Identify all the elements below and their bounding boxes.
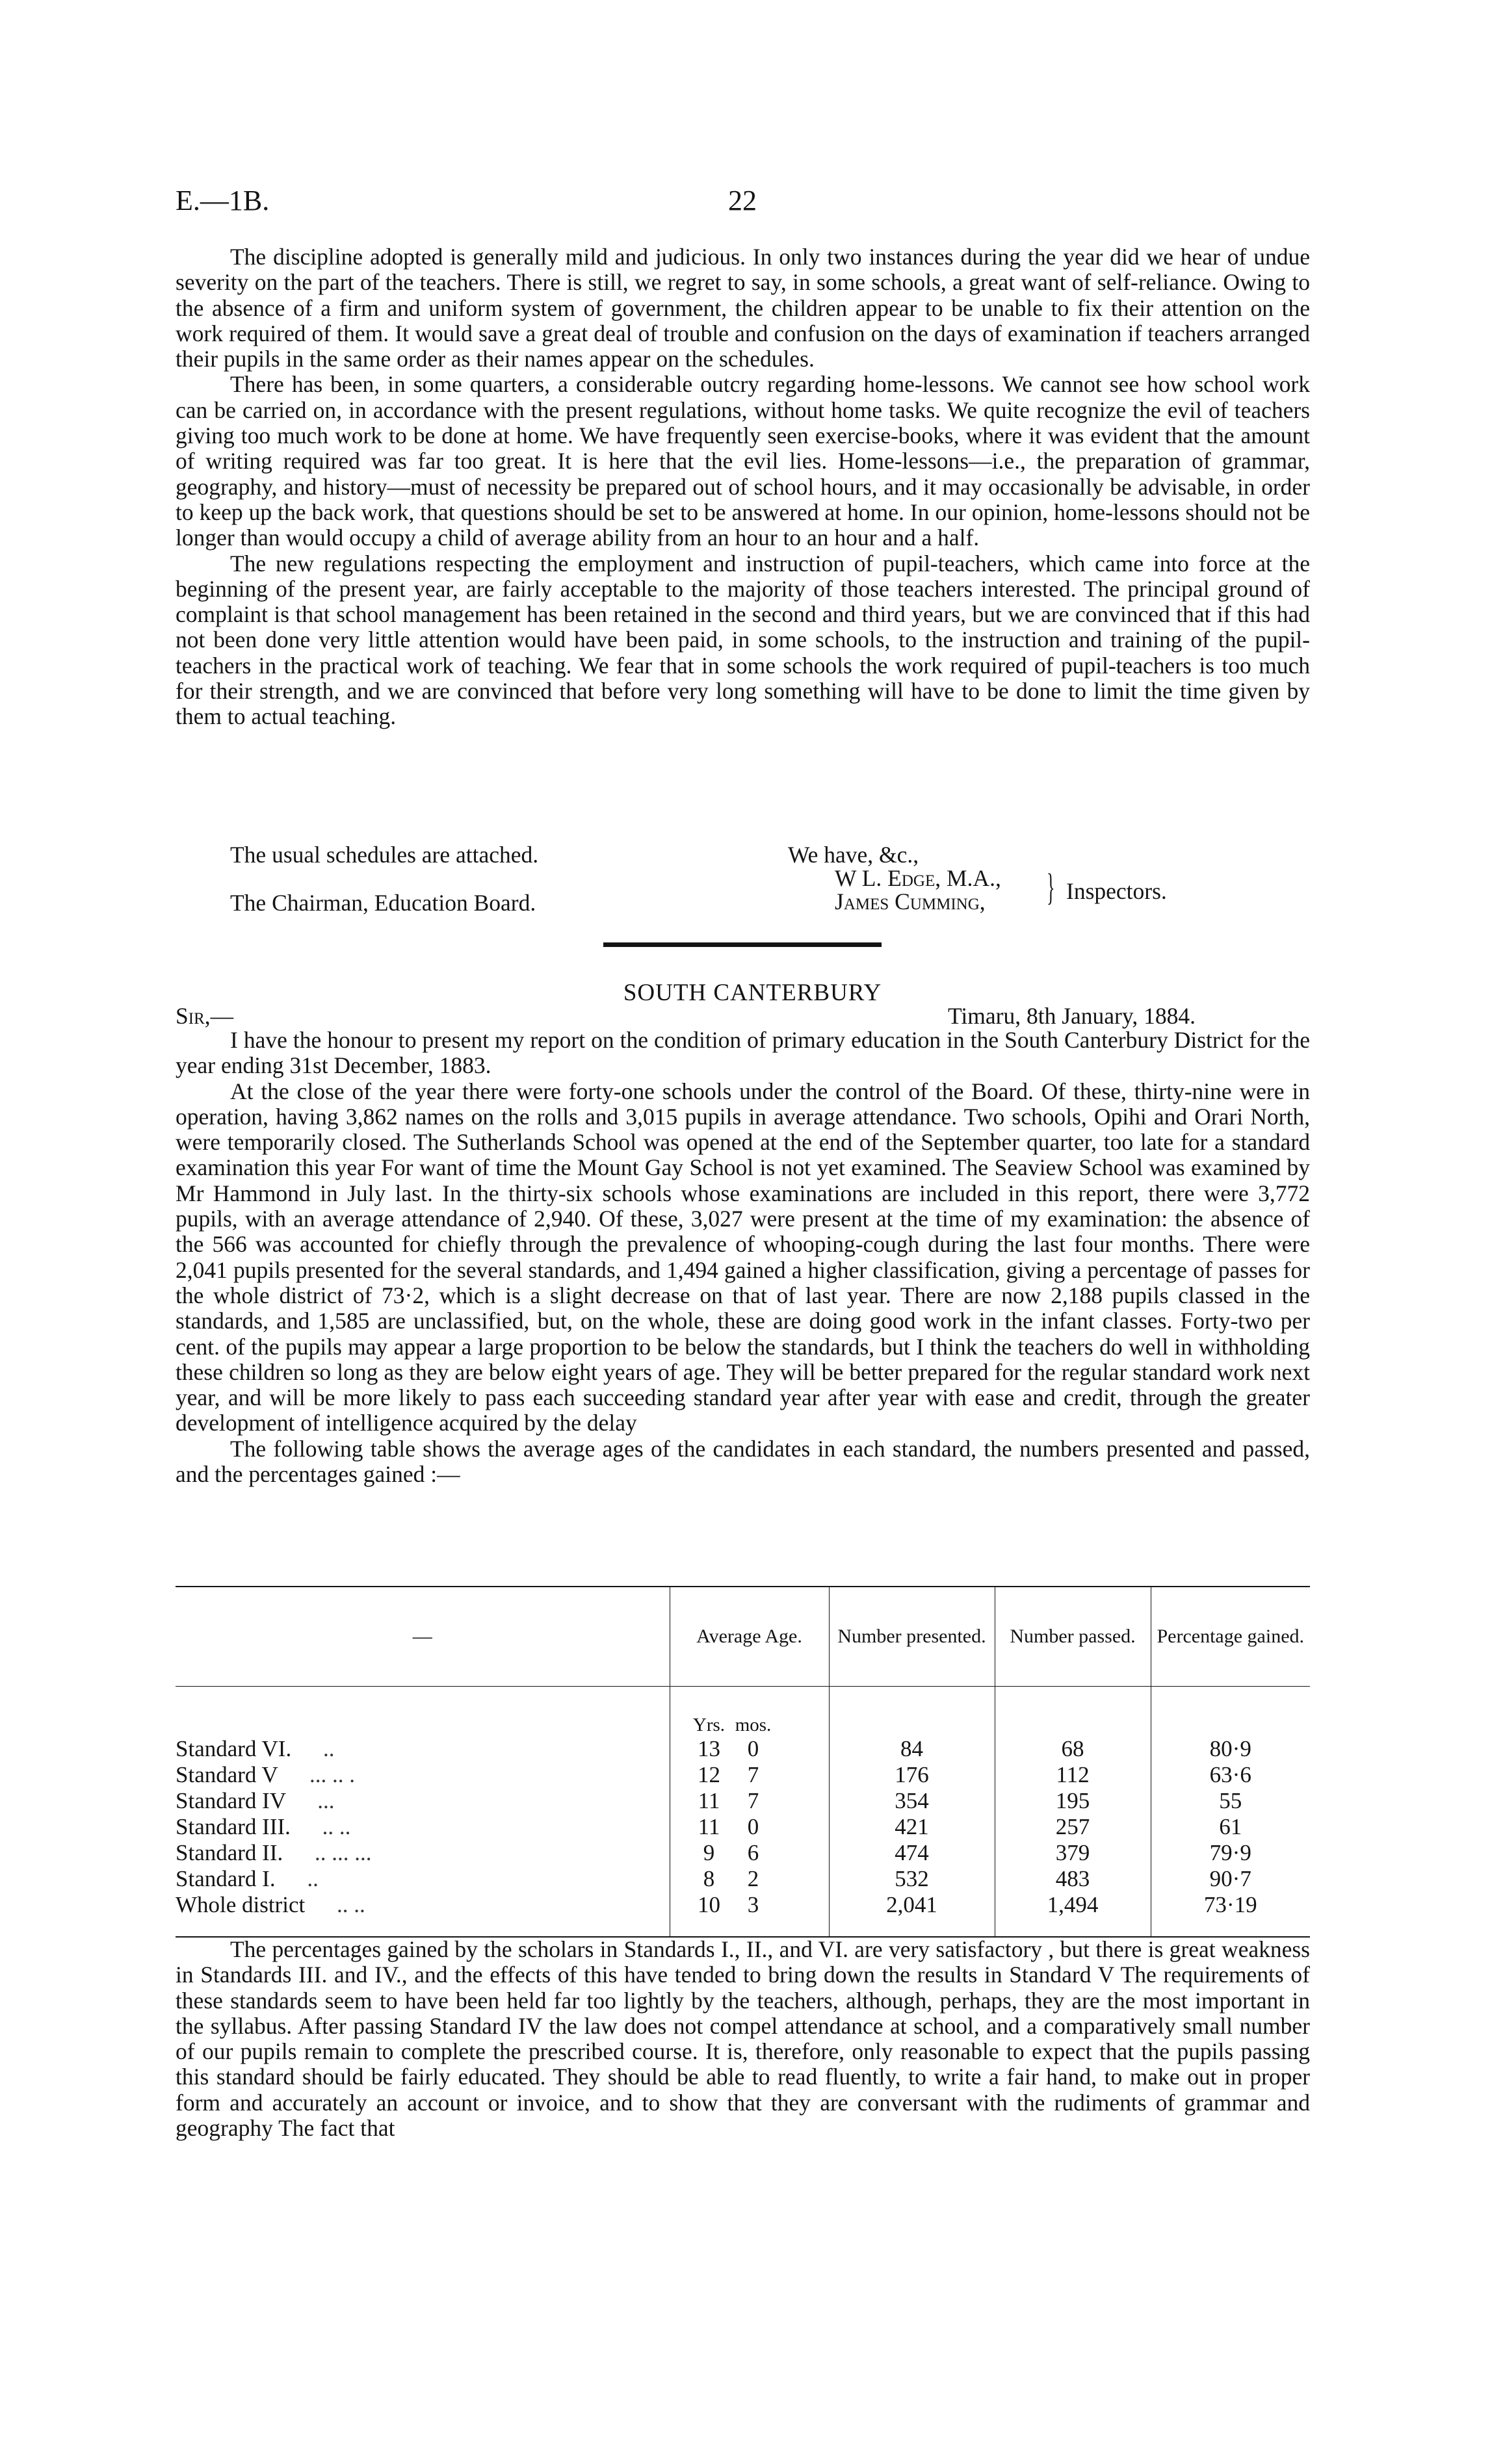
section-heading: SOUTH CANTERBURY bbox=[623, 979, 882, 1006]
row-label: Whole district bbox=[176, 1892, 306, 1917]
section-divider bbox=[603, 942, 882, 947]
months-unit: mos. bbox=[735, 1715, 772, 1735]
document-reference: E.—1B. bbox=[176, 185, 270, 216]
age-months: 6 bbox=[747, 1840, 759, 1865]
passed-cell: 112 bbox=[995, 1762, 1151, 1788]
table-header-cell: — bbox=[176, 1587, 670, 1687]
dot-leader: .. .. bbox=[337, 1892, 365, 1917]
row-label: Standard VI. bbox=[176, 1736, 292, 1761]
presented-cell: 532 bbox=[829, 1866, 995, 1892]
paragraph-home-lessons: There has been, in some quarters, a considerable outcry regarding home-lessons. We cannot see how school work can be carried on, in accordance with the present regulations, without home tasks. We quite recognize the evil of teachers giving too much work to be done at home. We have frequently seen exercise-books, where it was evident that the amount of writing required was far too great. It is here that the evil lies. Home-lessons—i.e., the preparation of grammar, geography, and history—must of necessity be prepared out of school hours, and it may occasionally be advisable, in order to keep up the back work, that questions should be set to be answered at home. In our opinion, home-lessons should not be longer than would occupy a child of average ability from an hour to an hour and a half. bbox=[176, 371, 1310, 551]
row-label: Standard II. bbox=[176, 1840, 283, 1865]
table-header-row bbox=[176, 1587, 1310, 1687]
passed-cell: 379 bbox=[995, 1840, 1151, 1866]
inspector-name: James Cumming, bbox=[835, 888, 986, 914]
percentage-cell: 63·6 bbox=[1151, 1762, 1310, 1788]
paragraph-discipline: The discipline adopted is generally mild and judicious. In only two instances during the year did we hear of undue severity on the part of the teachers. There is still, we regret to say, in some schools, a great want of self-reliance. Owing to the absence of a firm and uniform system of government, the children appear to be unable to fix their attention on the work required of them. It would save a great deal of trouble and confusion on the days of examination if teachers arranged their pupils in the same order as their names appear on the schedules. bbox=[176, 244, 1310, 372]
intro-text bbox=[176, 244, 1310, 730]
presented-cell: 176 bbox=[829, 1762, 995, 1788]
dot-leader: ... .. . bbox=[309, 1762, 355, 1787]
standards-table bbox=[176, 1586, 1310, 1938]
salutation: Sir,— bbox=[176, 1003, 234, 1029]
table-row bbox=[176, 1866, 1310, 1892]
row-label: Standard III. bbox=[176, 1814, 291, 1839]
table-row bbox=[176, 1840, 1310, 1866]
table-header-cell: Percentage gained. bbox=[1151, 1587, 1310, 1687]
passed-cell: 68 bbox=[995, 1736, 1151, 1762]
closing-text bbox=[176, 1937, 1310, 2141]
age-years: 9 bbox=[703, 1840, 715, 1865]
passed-cell: 257 bbox=[995, 1814, 1151, 1840]
dot-leader: .. ... ... bbox=[314, 1840, 372, 1865]
age-years: 11 bbox=[698, 1814, 720, 1839]
age-years: 11 bbox=[698, 1788, 720, 1813]
page-number: 22 bbox=[728, 185, 757, 216]
age-years: 12 bbox=[698, 1762, 720, 1787]
table-row bbox=[176, 1788, 1310, 1814]
age-years: 13 bbox=[698, 1736, 720, 1761]
table-row bbox=[176, 1814, 1310, 1840]
percentage-cell: 80·9 bbox=[1151, 1736, 1310, 1762]
age-months: 0 bbox=[747, 1814, 759, 1839]
age-months: 0 bbox=[747, 1736, 759, 1761]
presented-cell: 421 bbox=[829, 1814, 995, 1840]
percentage-cell: 73·19 bbox=[1151, 1892, 1310, 1937]
closing-phrase: We have, &c., bbox=[788, 842, 919, 868]
paragraph-table-intro: The following table shows the average ages of the candidates in each standard, the numbers presented and passed, and the percentages gained :— bbox=[176, 1435, 1310, 1488]
presented-cell: 354 bbox=[829, 1788, 995, 1814]
paragraph-pupil-teachers: The new regulations respecting the employment and instruction of pupil-teachers, which came into force at the beginning of the present year, are fairly acceptable to the majority of those teachers interested. The principal ground of complaint is that school management has been retained in the second and third years, but we are convinced that if this had not been done very little attention would have been paid, in some schools, to the instruction and training of the pupil-teachers in the practical work of teaching. We fear that in some schools the work required of pupil-teachers is too much for their strength, and we are convinced that before very long something will have to be done to limit the time given by them to actual teaching. bbox=[176, 550, 1310, 730]
age-months: 7 bbox=[747, 1788, 759, 1813]
age-months: 7 bbox=[747, 1762, 759, 1787]
dot-leader: .. .. bbox=[322, 1814, 351, 1839]
paragraph-report-intro: I have the honour to present my report on the condition of primary education in the South Canterbury District for the year ending 31st December, 1883. bbox=[176, 1027, 1310, 1079]
row-label: Standard V bbox=[176, 1762, 278, 1787]
inspectors-label: Inspectors. bbox=[1066, 878, 1167, 904]
percentage-cell: 79·9 bbox=[1151, 1840, 1310, 1866]
schedules-note: The usual schedules are attached. bbox=[230, 842, 539, 868]
report-text bbox=[176, 1028, 1310, 1487]
passed-cell: 1,494 bbox=[995, 1892, 1151, 1937]
paragraph-schools: At the close of the year there were forty-one schools under the control of the Board. Of these, thirty-nine were in operation, having 3,862 names on the rolls and 3,015 pupils in average attendance. Two schools, Opihi and Orari North, were temporarily closed. The Sutherlands School was opened at the end of the September quarter, too late for a standard examination this year For want of time the Mount Gay School is not yet examined. The Seaview School was examined by Mr Hammond in July last. In the thirty-six schools whose examinations are included in this report, there were 3,772 pupils, with an average attendance of 2,940. Of these, 3,027 were present at the time of my examination: the absence of the 566 was accounted for chiefly through the prevalence of whooping-cough during the last four months. There were 2,041 pupils presented for the several standards, and 1,494 gained a higher classification, giving a percentage of passes for the whole district of 73·2, which is a slight decrease on that of last year. There are now 2,188 pupils classed in the standards, and 1,585 are unclassified, but, on the whole, these are doing good work in the infant classes. Forty-two per cent. of the pupils may appear a large proportion to be below the standards, but I think the teachers do well in withholding these children so long as they are below eight years of age. They will be better prepared for the regular standard work next year, and will be more likely to pass each succeeding standard year after year with ease and credit, through the greater development of intelligence acquired by the delay bbox=[176, 1078, 1310, 1436]
table-row bbox=[176, 1762, 1310, 1788]
addressee: The Chairman, Education Board. bbox=[230, 890, 536, 916]
presented-cell: 474 bbox=[829, 1840, 995, 1866]
age-months: 3 bbox=[747, 1892, 759, 1917]
table-header-cell: Number presented. bbox=[829, 1587, 995, 1687]
table-row bbox=[176, 1892, 1310, 1937]
inspectors-brace: } bbox=[1047, 866, 1055, 908]
age-months: 2 bbox=[747, 1866, 759, 1891]
table-units-row bbox=[176, 1687, 1310, 1737]
presented-cell: 84 bbox=[829, 1736, 995, 1762]
table-row bbox=[176, 1736, 1310, 1762]
paragraph-standards-results: The percentages gained by the scholars in Standards I., II., and VI. are very satisfactory , but there is great weakness in Standards III. and IV., and the effects of this have tended to bring down the results in Standard V The requirements of these standards seem to have been held far too lightly by the teachers, although, perhaps, they are the most important in the syllabus. After passing Standard IV the law does not compel attendance at school, and a comparatively small number of our pupils remain to complete the prescribed course. It is, therefore, only reasonable to expect that the pupils passing this standard should be fairly educated. They should be able to read fluently, to write a fair hand, to make out in proper form and accurately an account or invoice, and to show that they are conversant with the rudiments of grammar and geography The fact that bbox=[176, 1936, 1310, 2142]
dot-leader: .. bbox=[307, 1866, 319, 1891]
age-years: 10 bbox=[698, 1892, 720, 1917]
percentage-cell: 90·7 bbox=[1151, 1866, 1310, 1892]
age-years: 8 bbox=[703, 1866, 715, 1891]
row-label: Standard IV bbox=[176, 1788, 286, 1813]
page-header bbox=[176, 184, 1329, 223]
passed-cell: 195 bbox=[995, 1788, 1151, 1814]
presented-cell: 2,041 bbox=[829, 1892, 995, 1937]
percentage-cell: 61 bbox=[1151, 1814, 1310, 1840]
dot-leader: .. bbox=[322, 1736, 335, 1761]
years-unit: Yrs. bbox=[692, 1715, 726, 1735]
inspector-name: W L. Edge, M.A., bbox=[835, 865, 1001, 891]
dateline: Timaru, 8th January, 1884. bbox=[948, 1003, 1196, 1029]
row-label: Standard I. bbox=[176, 1866, 276, 1891]
table-header-cell: Average Age. bbox=[670, 1587, 829, 1687]
percentage-cell: 55 bbox=[1151, 1788, 1310, 1814]
passed-cell: 483 bbox=[995, 1866, 1151, 1892]
dot-leader: ... bbox=[317, 1788, 335, 1813]
table-header-cell: Number passed. bbox=[995, 1587, 1151, 1687]
